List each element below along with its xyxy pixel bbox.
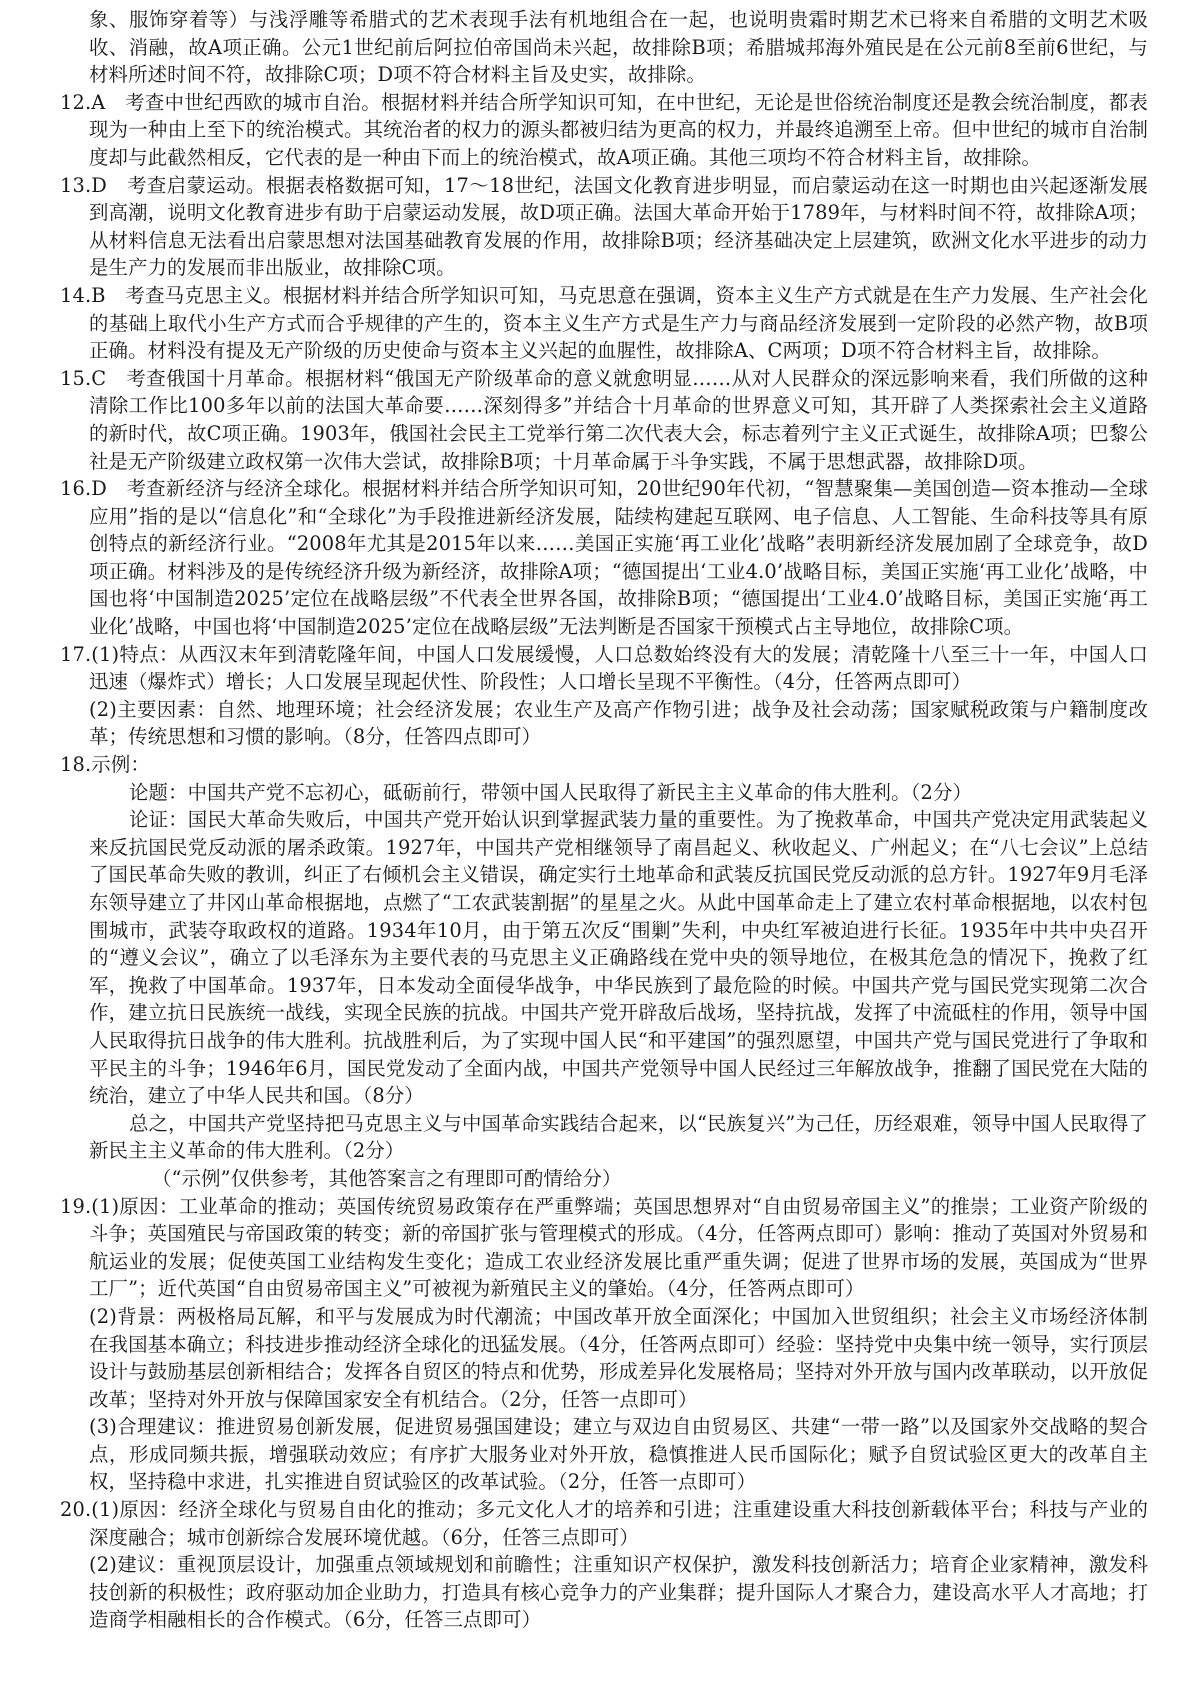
answer-13: 13.D 考查启蒙运动。根据表格数据可知，17～18世纪，法国文化教育进步明显，而启蒙运动在这一时期也由兴起逐渐发展到高潮，说明文化教育进步有助于启蒙运动发展，故D项正确。法国大革命开始于1789年，与材料时间不符，故排除A项；从材料信息无法看出启蒙思想对法国基础教育发展的作用，故排除B项；经济基础决定上层建筑，欧洲文化水平进步的动力是生产力的发展而非出版业，故排除C项。 xyxy=(60,173,1148,280)
answer-20-part2: (2)建议：重视顶层设计，加强重点领域规划和前瞻性；注重知识产权保护，激发科技创新活力；培育企业家精神，激发科技创新的积极性；政府驱动加企业助力，打造具有核心竞争力的产业集群；提升国际人才聚合力，建设高水平人才高地；打造商学相融相长的合作模式。（6分，任答三点即可） xyxy=(89,1553,1148,1632)
answer-11-continuation: 象、服饰穿着等）与浅浮雕等希腊式的艺术表现手法有机地组合在一起，也说明贵霜时期艺术已将来自希腊的文明艺术吸收、消融，故A项正确。公元1世纪前后阿拉伯帝国尚未兴起，故排除B项；希腊城邦海外殖民是在公元前8至前6世纪，与材料所述时间不符，故排除C项；D项不符合材料主旨及史实，故排除。 xyxy=(89,8,1148,87)
answer-18-thesis: 论题：中国共产党不忘初心，砥砺前行，带领中国人民取得了新民主主义革命的伟大胜利。（2分） xyxy=(129,780,973,804)
answer-19-part3: (3)合理建议：推进贸易创新发展，促进贸易强国建设；建立与双边自由贸易区、共建“一带一路”以及国家外交战略的契合点，形成同频共振，增强联动效应；有序扩大服务业对外开放，稳慎推进人民币国际化；赋予自贸试验区更大的改革自主权，坚持稳中求进，扎实推进自贸试验区的改革试验。（2分，任答一点即可） xyxy=(89,1415,1148,1494)
answer-18-note: （“示例”仅供参考，其他答案言之有理即可酌情给分） xyxy=(152,1166,622,1190)
answer-16: 16.D 考查新经济与经济全球化。根据材料并结合所学知识可知，20世纪90年代初，“智慧聚集—美国创造—资本推动—全球应用”指的是以“信息化”和“全球化”为手段推进新经济发展，陆续构建起互联网、电子信息、人工智能、生命科技等具有原创特点的新经济行业。“2008年尤其是2015年以来……美国正实施‘再工业化’战略”表明新经济发展加剧了全球竞争，故D项正确。材料涉及的是传统经济升级为新经济，故排除A项；“德国提出‘工业4.0’战略目标，美国正实施‘再工业化’战略，中国也将‘中国制造2025’定位在战略层级”不代表全世界各国，故排除B项；“德国提出‘工业4.0’战略目标，美国正实施‘再工业化’战略，中国也将‘中国制造2025’定位在战略层级”无法判断是否国家干预模式占主导地位，故排除C项。 xyxy=(60,477,1148,639)
answer-18-heading: 18.示例： xyxy=(60,753,150,777)
answer-18-conclusion: 总之，中国共产党坚持把马克思主义与中国革命实践结合起来，以“民族复兴”为己任，历经艰难，领导中国人民取得了新民主主义革命的伟大胜利。（2分） xyxy=(89,1111,1148,1163)
answer-20-part1: 20.(1)原因：经济全球化与贸易自由化的推动；多元文化人才的培养和引进；注重建设重大科技创新载体平台；科技与产业的深度融合；城市创新综合发展环境优越。（6分，任答三点即可） xyxy=(60,1498,1148,1549)
answer-19-part1: 19.(1)原因：工业革命的推动；英国传统贸易政策存在严重弊端；英国思想界对“自由贸易帝国主义”的推崇；工业资产阶级的斗争；英国殖民与帝国政策的转变；新的帝国扩张与管理模式的形成。（4分，任答两点即可）影响：推动了英国对外贸易和航运业的发展；促使英国工业结构发生变化；造成工农业经济发展比重严重失调；促进了世界市场的发展，英国成为“世界工厂”；近代英国“自由贸易帝国主义”可被视为新殖民主义的肇始。（4分，任答两点即可） xyxy=(60,1194,1148,1301)
answer-19-part2: (2)背景：两极格局瓦解，和平与发展成为时代潮流；中国改革开放全面深化；中国加入世贸组织；社会主义市场经济体制在我国基本确立；科技进步推动经济全球化的迅猛发展。（4分，任答两点即可）经验：坚持党中央集中统一领导，实行顶层设计与鼓励基层创新相结合；发挥各自贸区的特点和优势，形成差异化发展格局；坚持对外开放与国内改革联动，以开放促改革；坚持对外开放与保障国家安全有机结合。（2分，任答一点即可） xyxy=(89,1304,1148,1411)
answer-14: 14.B 考查马克思主义。根据材料并结合所学知识可知，马克思意在强调，资本主义生产方式就是在生产力发展、生产社会化的基础上取代小生产方式而合乎规律的产生的，资本主义生产方式是生产力与商品经济发展到一定阶段的必然产物，故B项正确。材料没有提及无产阶级的历史使命与资本主义兴起的血腥性，故排除A、C两项；D项不符合材料主旨，故排除。 xyxy=(60,283,1148,363)
answer-15: 15.C 考查俄国十月革命。根据材料“俄国无产阶级革命的意义就愈明显……从对人民群众的深远影响来看，我们所做的这种清除工作比100多年以前的法国大革命要……深刻得多”并结合十月革命的世界意义可知，其开辟了人类探索社会主义道路的新时代，故C项正确。1903年，俄国社会民主工党举行第二次代表大会，标志着列宁主义正式诞生，故排除A项；巴黎公社是无产阶级建立政权第一次伟大尝试，故排除B项；十月革命属于斗争实践，不属于思想武器，故排除D项。 xyxy=(60,366,1148,473)
answer-18-argument: 论证：国民大革命失败后，中国共产党开始认识到掌握武装力量的重要性。为了挽救革命，中国共产党决定用武装起义来反抗国民党反动派的屠杀政策。1927年，中国共产党相继领导了南昌起义、秋收起义、广州起义；在“八七会议”上总结了国民革命失败的教训，纠正了右倾机会主义错误，确定实行土地革命和武装反抗国民党反动派的总方针。1927年9月毛泽东领导建立了井冈山革命根据地，点燃了“工农武装割据”的星星之火。从此中国革命走上了建立农村革命根据地，以农村包围城市，武装夺取政权的道路。1934年10月，由于第五次反“围剿”失利，中央红军被迫进行长征。1935年中共中央召开的“遵义会议”，确立了以毛泽东为主要代表的马克思主义正确路线在党中央的领导地位，在极其危急的情况下，挽救了红军，挽救了中国革命。1937年，日本发动全面侵华战争，中华民族到了最危险的时候。中国共产党与国民党实现第二次合作，建立抗日民族统一战线，实现全民族的抗战。中国共产党开辟敌后战场，坚持抗战，发挥了中流砥柱的作用，领导中国人民取得抗日战争的伟大胜利。抗战胜利后，为了实现中国人民“和平建国”的强烈愿望，中国共产党与国民党进行了争取和平民主的斗争；1946年6月，国民党发动了全面内战，中国共产党领导中国人民经过三年解放战争，推翻了国民党在大陆的统治，建立了中华人民共和国。（8分） xyxy=(89,808,1149,1108)
answer-17-part1: 17.(1)特点：从西汉末年到清乾隆年间，中国人口发展缓慢，人口总数始终没有大的发展；清乾隆十八至三十一年，中国人口迅速（爆炸式）增长；人口发展呈现起伏性、阶段性；人口增长呈现不平衡性。（4分，任答两点即可） xyxy=(60,642,1148,694)
answer-17-part2: (2)主要因素：自然、地理环境；社会经济发展；农业生产及高产作物引进；战争及社会动荡；国家赋税政策与户籍制度改革；传统思想和习惯的影响。（8分，任答四点即可） xyxy=(89,697,1148,749)
answer-12: 12.A 考查中世纪西欧的城市自治。根据材料并结合所学知识可知，在中世纪，无论是世俗统治制度还是教会统治制度，都表现为一种由上至下的统治模式。其统治者的权力的源头都被归结为更高的权力，并最终追溯至上帝。但中世纪的城市自治制度却与此截然相反，它代表的是一种由下而上的统治模式，故A项正确。其他三项均不符合材料主旨，故排除。 xyxy=(60,90,1148,169)
